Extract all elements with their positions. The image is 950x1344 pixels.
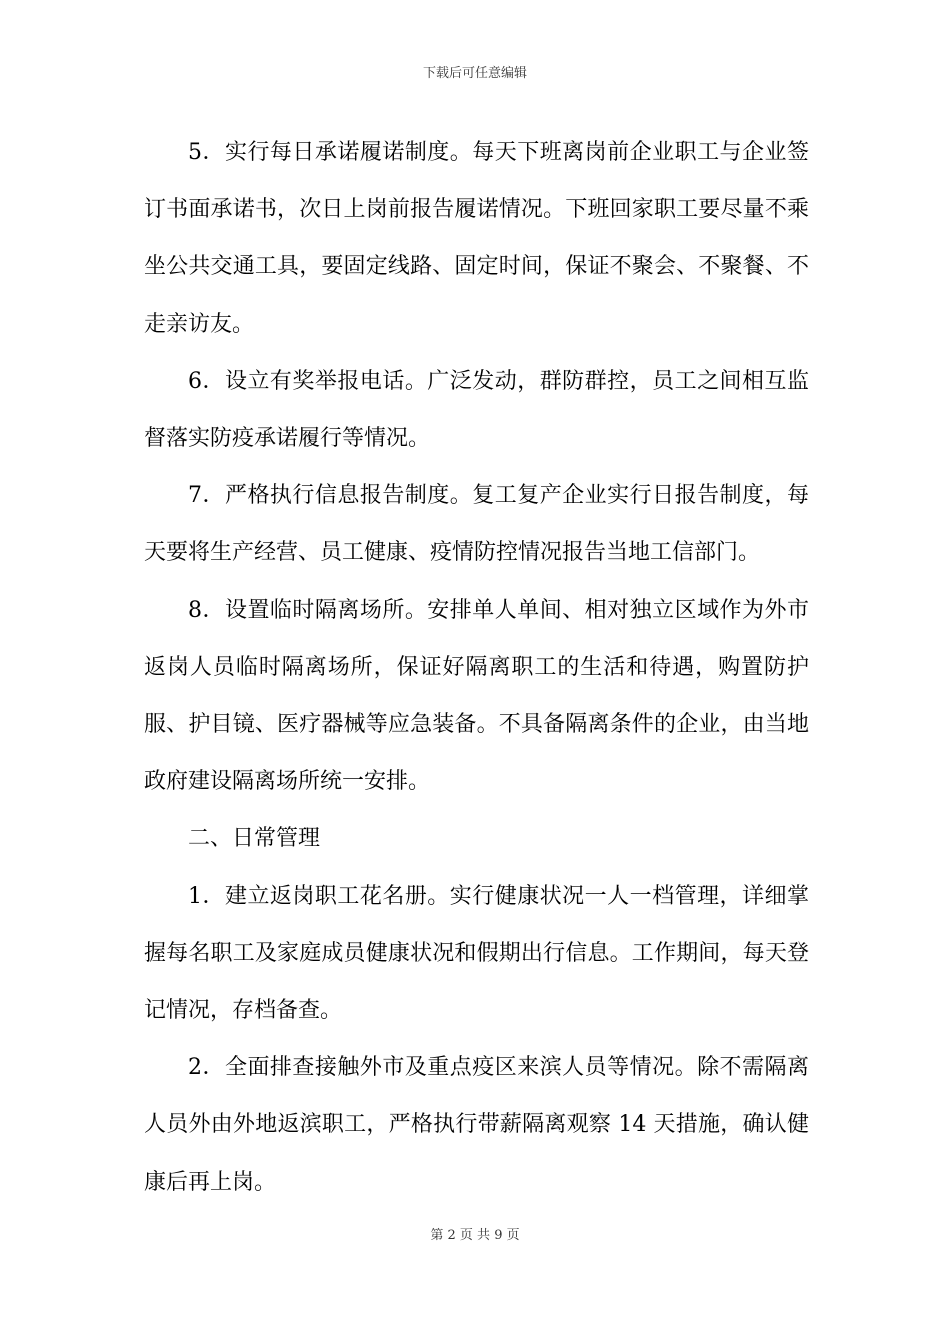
paragraph-item-2: 2．全面排查接触外市及重点疫区来滨人员等情况。除不需隔离人员外由外地返滨职工，严格执行带薪隔离观察 14 天措施，确认健康后再上岗。 — [144, 1055, 809, 1195]
paragraph-item-8: 8．设置临时隔离场所。安排单人单间、相对独立区域作为外市返岗人员临时隔离场所，保证好隔离职工的生活和待遇，购置防护服、护目镜、医疗器械等应急装备。不具备隔离条件的企业，由当地政府建设隔离场所统一安排。 — [144, 597, 809, 795]
document-body — [144, 124, 809, 1211]
paragraph-item-5: 5．实行每日承诺履诺制度。每天下班离岗前企业职工与企业签订书面承诺书，次日上岗前报告履诺情况。下班回家职工要尽量不乘坐公共交通工具，要固定线路、固定时间，保证不聚会、不聚餐、不走亲访友。 — [144, 140, 809, 337]
page-number: 第 2 页 共 9 页 — [430, 1228, 520, 1243]
page-header: 下载后可任意编辑 — [422, 66, 527, 81]
paragraph-item-7: 7．严格执行信息报告制度。复工复产企业实行日报告制度，每天要将生产经营、员工健康、疫情防控情况报告当地工信部门。 — [144, 483, 809, 566]
paragraph-item-1: 1．建立返岗职工花名册。实行健康状况一人一档管理，详细掌握每名职工及家庭成员健康状况和假期出行信息。工作期间，每天登记情况，存档备查。 — [144, 883, 809, 1024]
paragraph-item-6: 6．设立有奖举报电话。广泛发动，群防群控，员工之间相互监督落实防疫承诺履行等情况。 — [144, 368, 809, 452]
section-heading-daily-management: 二、日常管理 — [188, 826, 321, 852]
